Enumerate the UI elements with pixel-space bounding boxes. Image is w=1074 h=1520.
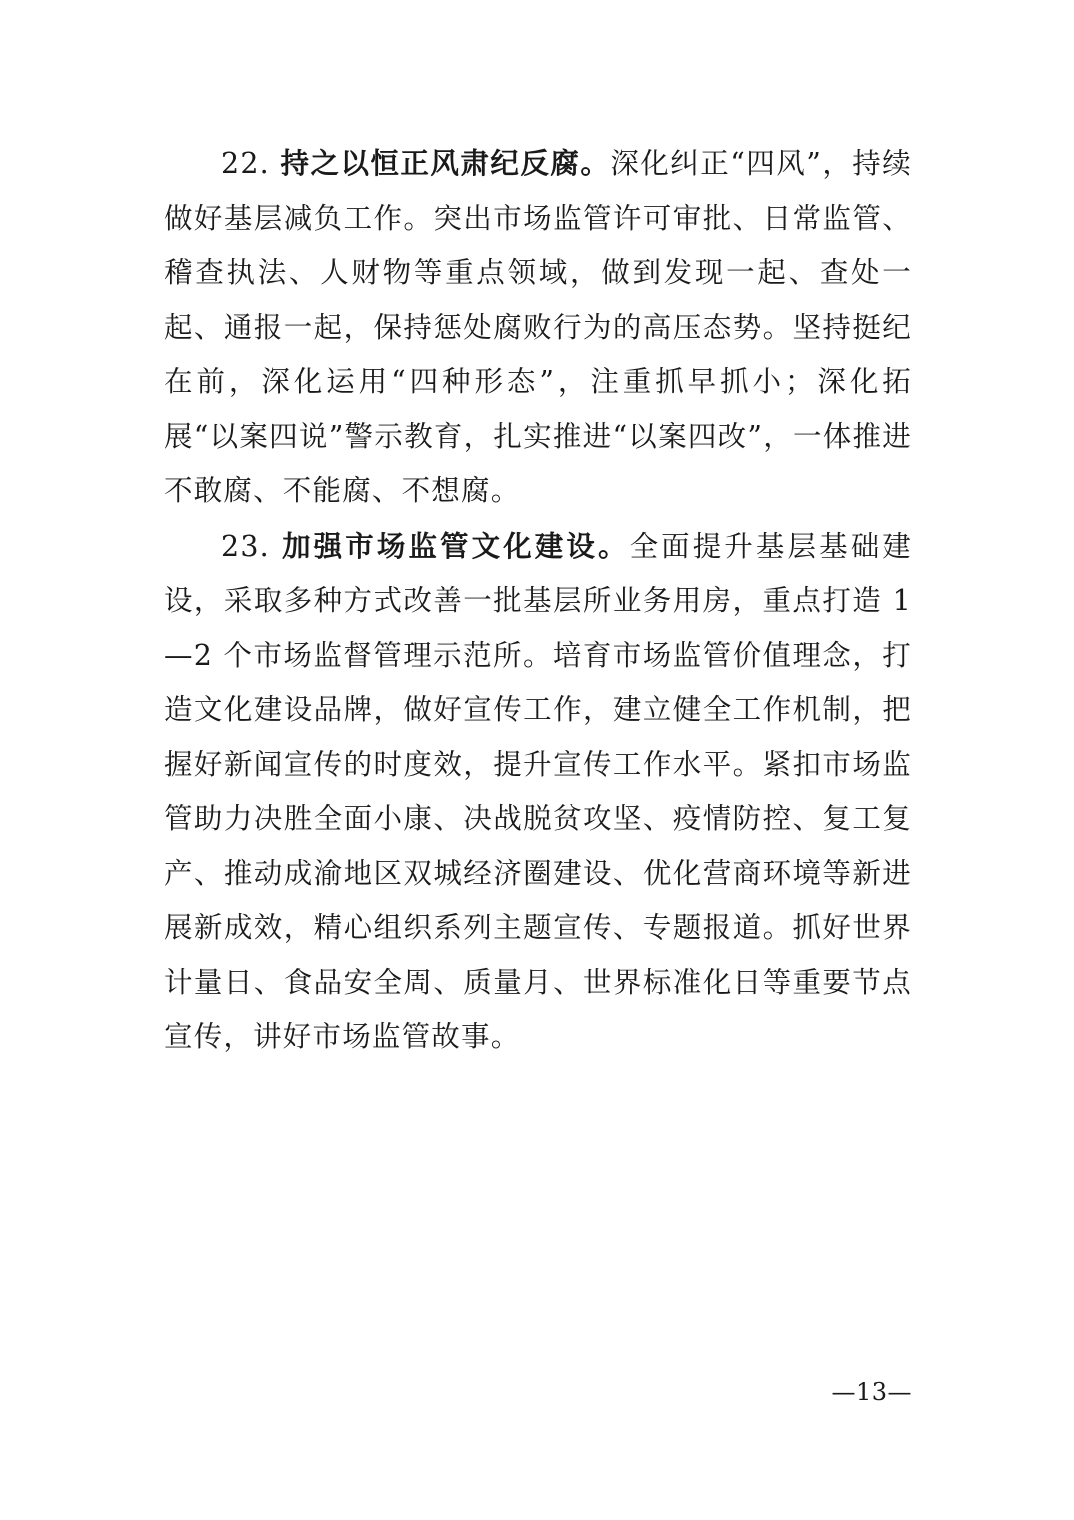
paragraph-heading: 加强市场监管文化建设。: [282, 528, 630, 563]
paragraph-body: 全面提升基层基础建设，采取多种方式改善一批基层所业务用房，重点打造 1—2 个市场监督管理示范所。培育市场监管价值理念，打造文化建设品牌，做好宣传工作，建立健全工作机制，把握好新闻宣传的时度效，提升宣传工作水平。紧扣市场监管助力决胜全面小康、决战脱贫攻坚、疫情防控、复工复产、推动成渝地区双城经济圈建设、优化营商环境等新进展新成效，精心组织系列主题宣传、专题报道。抓好世界计量日、食品安全周、质量月、世界标准化日等重要节点宣传，讲好市场监管故事。: [164, 529, 912, 1053]
paragraph-23: [164, 519, 912, 1065]
paragraph-body: 深化纠正“四风”，持续做好基层减负工作。突出市场监管许可审批、日常监管、稽查执法、人财物等重点领域，做到发现一起、查处一起、通报一起，保持惩处腐败行为的高压态势。坚持挺纪在前，深化运用“四种形态”，注重抓早抓小；深化拓展“以案四说”警示教育，扎实推进“以案四改”，一体推进不敢腐、不能腐、不想腐。: [164, 147, 912, 507]
paragraph-number: 23.: [221, 529, 270, 563]
paragraph-number: 22.: [221, 147, 270, 180]
page-number: —13—: [831, 1378, 912, 1406]
paragraph-heading: 持之以恒正风肃纪反腐。: [280, 146, 611, 180]
document-body: [164, 136, 912, 1065]
paragraph-22: [164, 136, 912, 519]
